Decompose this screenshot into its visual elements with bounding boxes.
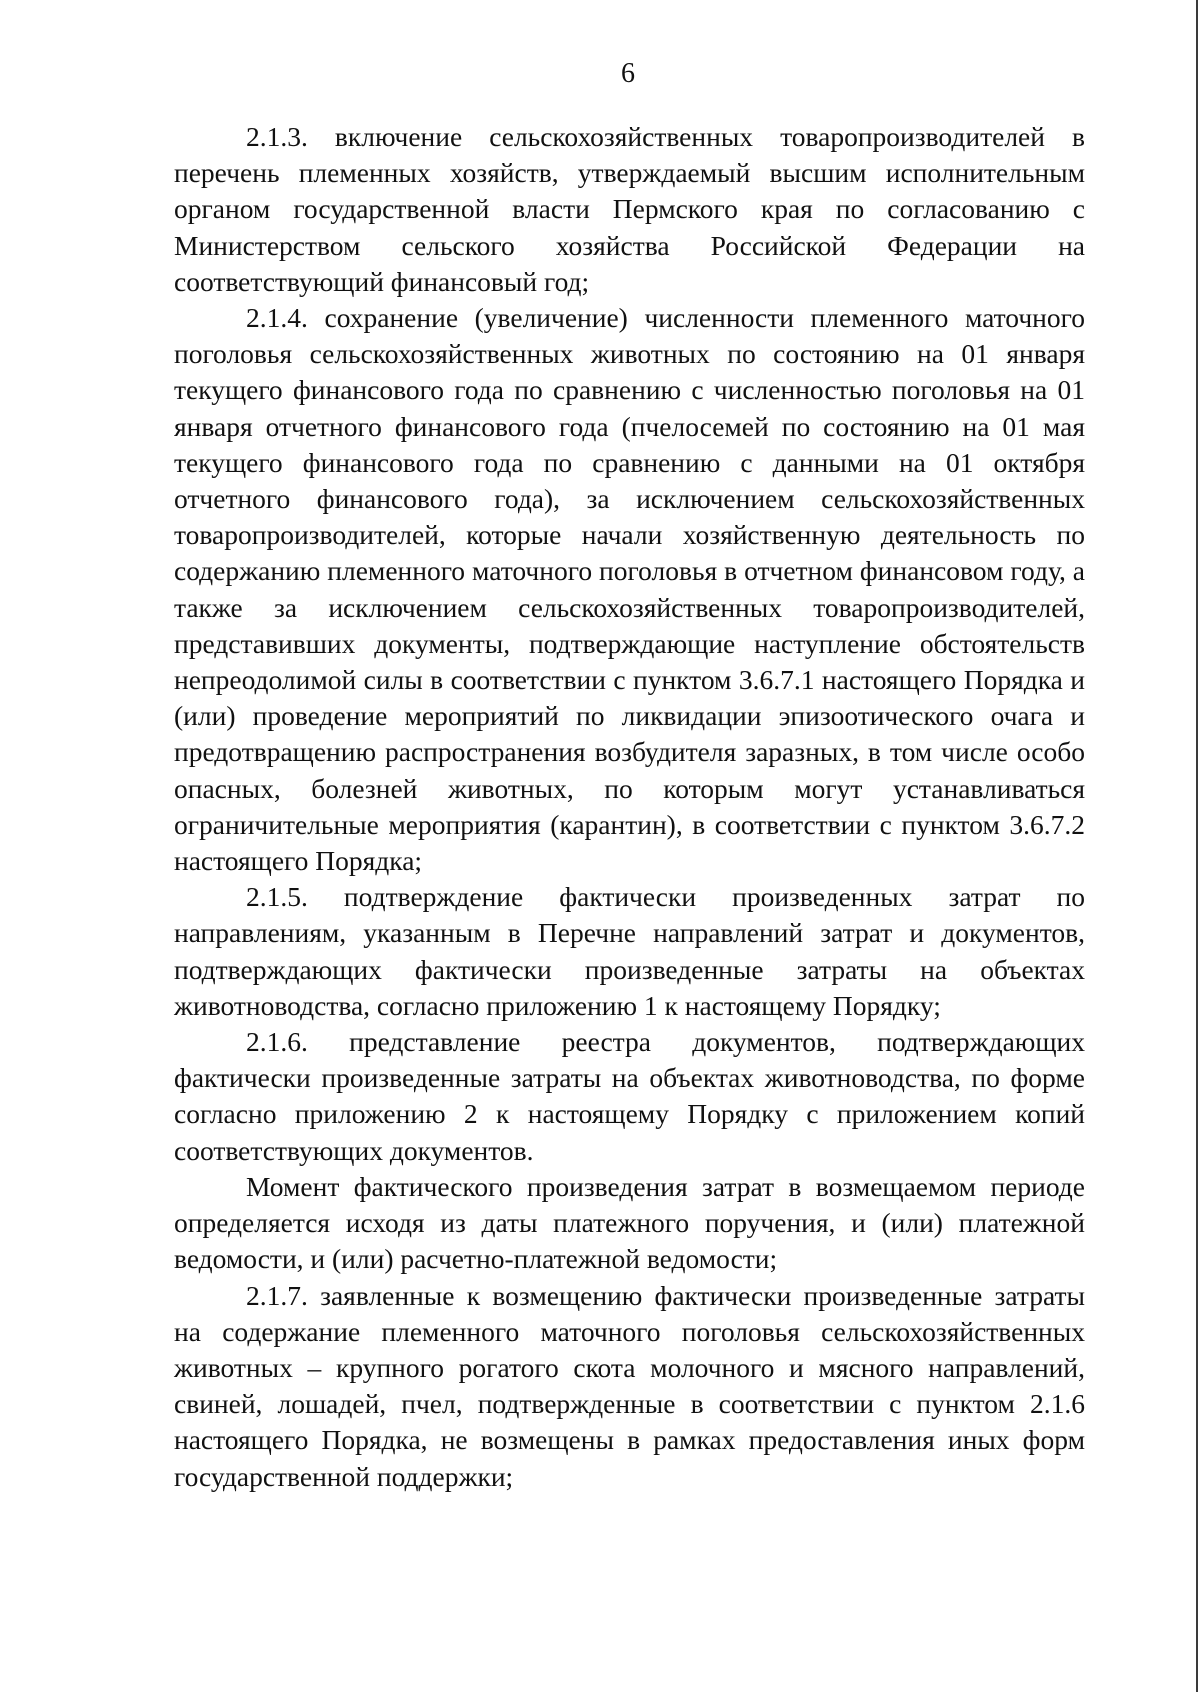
paragraph-2-1-6: 2.1.6. представление реестра документов, подтверждающих фактически произведенные затраты на объектах животноводства, по форме согласно приложению 2 к настоящему Порядку с приложением копий соответствующих документов. — [174, 1026, 1085, 1166]
page-edge-line — [1196, 0, 1198, 1692]
paragraph-2-1-4: 2.1.4. сохранение (увеличение) численности племенного маточного поголовья сельскохозяйственных животных по состоянию на 01 января текущего финансового года по сравнению с численностью поголовья на 01 января отчетного финансового года (пчелосемей по состоянию на 01 мая текущего финансового года по сравнению с данными на 01 октября отчетного финансового года), за исключением сельскохозяйственных товаропроизводителей, которые начали хозяйственную деятельность по содержанию племенного маточного поголовья в отчетном финансовом году, а также за исключением сельскохозяйственных товаропроизводителей, представивших документы, подтверждающие наступление обстоятельств непреодолимой силы в соответствии с пунктом 3.6.7.1 настоящего Порядка и (или) проведение мероприятий по ликвидации эпизоотического очага и предотвращению распространения возбудителя заразных, в том числе особо опасных, болезней животных, по которым могут устанавливаться ограничительные мероприятия (карантин), в соответствии с пунктом 3.6.7.2 настоящего Порядка; — [174, 302, 1085, 877]
paragraph-2-1-7: 2.1.7. заявленные к возмещению фактически произведенные затраты на содержание племенного маточного поголовья сельскохозяйственных животных – крупного рогатого скота молочного и мясного направлений, свиней, лошадей, пчел, подтвержденные в соответствии с пунктом 2.1.6 настоящего Порядка, не возмещены в рамках предоставления иных форм государственной поддержки; — [174, 1279, 1085, 1492]
paragraph-2-1-3: 2.1.3. включение сельскохозяйственных товаропроизводителей в перечень племенных хозяйств, утверждаемый высшим исполнительным органом государственной власти Пермского края по согласованию с Министерством сельского хозяйства Российской Федерации на соответствующий финансовый год; — [174, 121, 1085, 297]
page-number: 6 — [621, 58, 635, 89]
paragraph-2-1-5: 2.1.5. подтверждение фактически произведенных затрат по направлениям, указанным в Перечне направлений затрат и документов, подтверждающих фактически произведенные затраты на объектах животноводства, согласно приложению 1 к настоящему Порядку; — [174, 881, 1085, 1021]
document-body — [174, 119, 1085, 1495]
paragraph-cost-moment: Момент фактического произведения затрат в возмещаемом периоде определяется исходя из даты платежного поручения, и (или) платежной ведомости, и (или) расчетно-платежной ведомости; — [174, 1170, 1085, 1275]
